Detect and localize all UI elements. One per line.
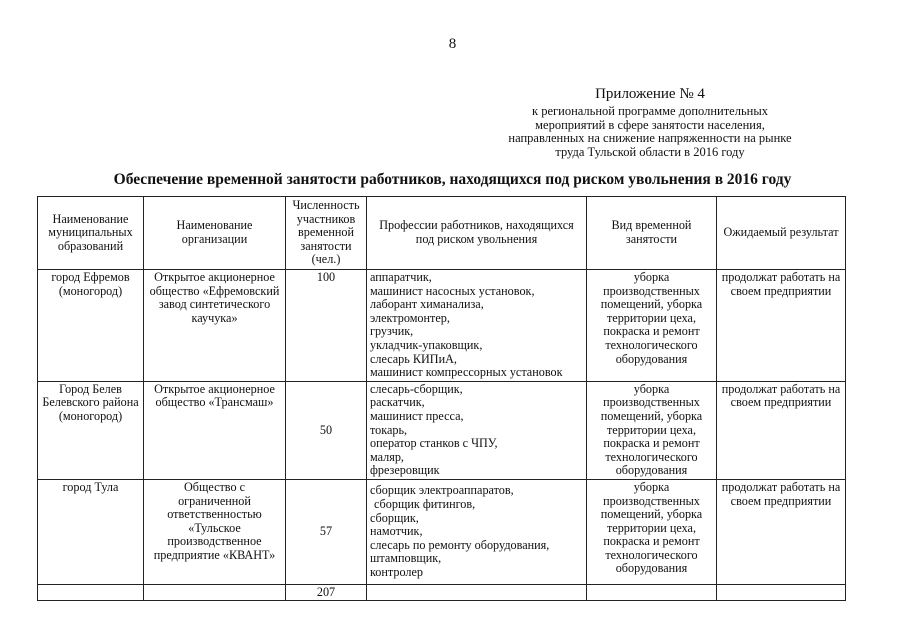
page-number: 8 bbox=[448, 36, 457, 52]
cell-municipality: город Ефремов (моногород) bbox=[38, 270, 144, 382]
profession-item: лаборант химанализа, bbox=[370, 297, 484, 312]
profession-item: фрезеровщик bbox=[370, 463, 440, 478]
profession-item: раскатчик, bbox=[370, 395, 425, 410]
cell-employment-type: уборка производственных помещений, уборка территории цеха, покраска и ремонт технологического оборудования bbox=[587, 479, 717, 584]
header-count: Численность участников временной занятости (чел.) bbox=[286, 197, 367, 270]
profession-item: сборщик фитингов, bbox=[374, 496, 476, 511]
profession-item: штамповщик, bbox=[370, 551, 442, 566]
header-employment-type: Вид временной занятости bbox=[587, 197, 717, 270]
cell-count: 57 bbox=[286, 479, 367, 584]
table-row bbox=[38, 381, 846, 479]
cell-count: 100 bbox=[286, 270, 367, 382]
table-header-row bbox=[38, 197, 846, 270]
cell-organization: Общество с ограниченной ответственностью «Тульское производственное предприятие «КВАНТ» bbox=[144, 479, 286, 584]
header-municipality: Наименование муниципальных образований bbox=[38, 197, 144, 270]
profession-item: слесарь-сборщик, bbox=[370, 381, 463, 396]
cell-organization: Открытое акционерное общество «Трансмаш» bbox=[144, 381, 286, 479]
profession-item: сборщик электроаппаратов, bbox=[370, 483, 514, 498]
profession-item: укладчик-упаковщик, bbox=[370, 337, 483, 352]
profession-item: сборщик, bbox=[370, 510, 419, 525]
profession-item: машинист пресса, bbox=[370, 408, 464, 423]
profession-item: намотчик, bbox=[370, 524, 423, 539]
profession-item: маляр, bbox=[370, 449, 404, 464]
profession-item: оператор станков с ЧПУ, bbox=[370, 436, 498, 451]
cell-organization: Открытое акционерное общество «Ефремовский завод синтетического каучука» bbox=[144, 270, 286, 382]
header-professions: Профессии работников, находящихся под риском увольнения bbox=[367, 197, 587, 270]
cell-professions bbox=[367, 381, 587, 479]
total-empty-cell bbox=[144, 584, 286, 600]
appendix-title: Приложение № 4 bbox=[595, 86, 705, 102]
appendix-line: направленных на снижение напряженности на рынке bbox=[508, 131, 792, 145]
total-empty-cell bbox=[38, 584, 144, 600]
total-count: 207 bbox=[286, 584, 367, 600]
profession-item: грузчик, bbox=[370, 324, 414, 339]
employment-table bbox=[37, 196, 846, 601]
total-empty-cell bbox=[717, 584, 846, 600]
profession-item: токарь, bbox=[370, 422, 408, 437]
cell-professions bbox=[367, 479, 587, 584]
cell-result: продолжат работать на своем предприятии bbox=[717, 479, 846, 584]
table-row bbox=[38, 479, 846, 584]
cell-result: продолжат работать на своем предприятии bbox=[717, 381, 846, 479]
appendix-line: труда Тульской области в 2016 году bbox=[555, 144, 745, 159]
table-row bbox=[38, 270, 846, 382]
appendix-line: к региональной программе дополнительных bbox=[532, 104, 768, 118]
header-organization: Наименование организации bbox=[144, 197, 286, 270]
document-title: Обеспечение временной занятости работников, находящихся под риском увольнения в 2016 году bbox=[113, 171, 792, 188]
total-row bbox=[38, 584, 846, 600]
appendix-line: мероприятий в сфере занятости населения, bbox=[535, 117, 765, 132]
cell-professions bbox=[367, 270, 587, 382]
cell-municipality: Город Белев Белевского района (моногород) bbox=[38, 381, 144, 479]
total-empty-cell bbox=[587, 584, 717, 600]
profession-item: электромонтер, bbox=[370, 310, 450, 325]
header-result: Ожидаемый результат bbox=[717, 197, 846, 270]
cell-employment-type: уборка производственных помещений, уборка территории цеха, покраска и ремонт технологического оборудования bbox=[587, 381, 717, 479]
cell-municipality: город Тула bbox=[38, 479, 144, 584]
profession-item: слесарь КИПиА, bbox=[370, 351, 457, 366]
profession-item: слесарь по ремонту оборудования, bbox=[370, 537, 550, 552]
profession-item: аппаратчик, bbox=[370, 270, 432, 284]
profession-item: машинист насосных установок, bbox=[370, 283, 535, 298]
profession-item: машинист компрессорных установок bbox=[370, 365, 563, 380]
cell-employment-type: уборка производственных помещений, уборка территории цеха, покраска и ремонт технологического оборудования bbox=[587, 270, 717, 382]
cell-count: 50 bbox=[286, 381, 367, 479]
total-empty-cell bbox=[367, 584, 587, 600]
cell-result: продолжат работать на своем предприятии bbox=[717, 270, 846, 382]
appendix-block bbox=[500, 86, 800, 159]
profession-item: контролер bbox=[370, 564, 424, 579]
